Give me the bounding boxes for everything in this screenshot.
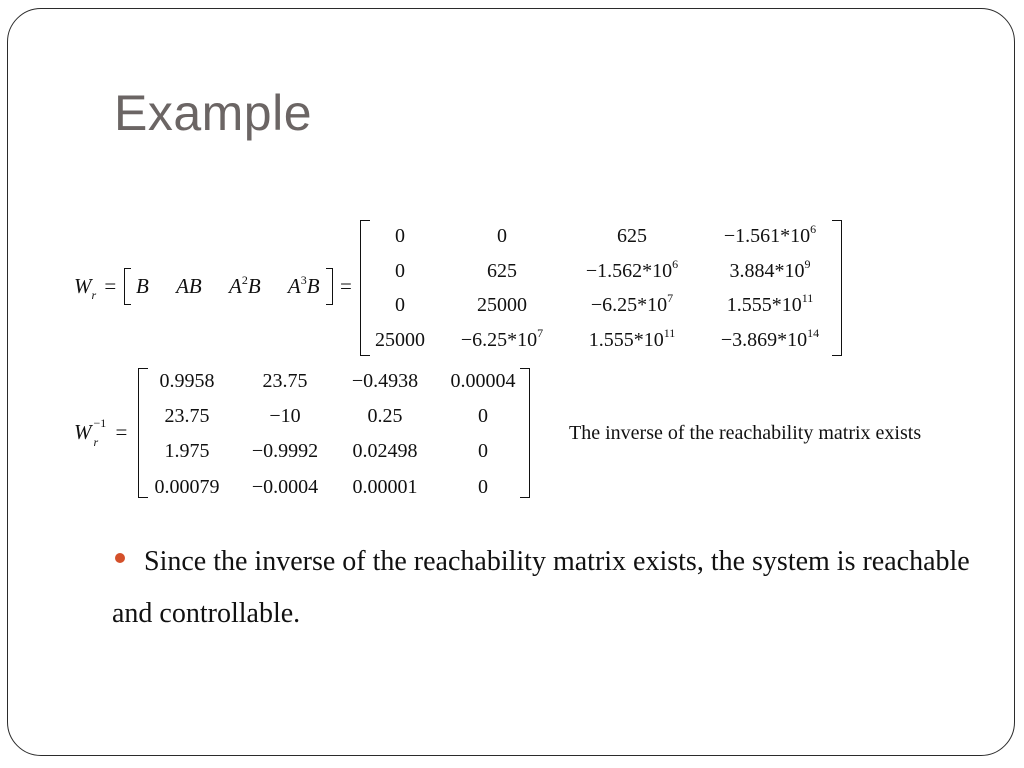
wr-inv-sup: −1: [93, 416, 107, 431]
wr-var: W: [74, 274, 92, 298]
wr-inv-matrix-left-bracket: [138, 368, 148, 498]
wr-matrix-cell: $-6.25*10^7$: [460, 326, 544, 351]
wr-matrix-cell: $-1.562*10^6$: [585, 257, 679, 282]
wr-matrix-cell: 0: [395, 294, 405, 316]
wr-matrix-left-bracket: [360, 220, 370, 356]
wr-term-a2b-a: A: [228, 274, 242, 298]
wr-term-ab: AB: [176, 274, 202, 298]
wr-matrix-cell: $1.555*10^{11}$: [726, 291, 814, 316]
wr-terms: [136, 273, 320, 298]
bullet-text: Since the inverse of the reachability matrix exists, the system is reachable and controllable.: [112, 546, 970, 629]
wr-terms-left-bracket: [124, 268, 131, 305]
wr-inv-matrix-cell: 0.00004: [450, 370, 516, 392]
wr-matrix-cell: 625: [617, 225, 647, 247]
wr-matrix-cell: $-1.561*10^6$: [723, 222, 817, 247]
wr-inv-matrix-cell: 0: [478, 476, 488, 498]
wr-matrix-cell: $1.555*10^{11}$: [588, 326, 676, 351]
wr-inv-matrix-cell: 23.75: [262, 370, 308, 392]
wr-term-a3b-a: A: [287, 274, 301, 298]
wr-inv-matrix-cell: 0.25: [367, 405, 403, 427]
wr-inv-matrix-cell: 0.00001: [352, 476, 418, 498]
wr-inv-matrix-cell: −0.0004: [251, 476, 319, 498]
wr-matrix-cell: 0: [395, 225, 405, 247]
wr-equation: $W_r$ =: [74, 274, 117, 302]
wr-inv-matrix-cell: −0.4938: [351, 370, 419, 392]
wr-inv-var: W: [74, 420, 92, 444]
wr-matrix-cell: 625: [487, 260, 517, 282]
wr-term-a2b-b: B: [247, 274, 261, 298]
wr-matrix-cell: $-6.25*10^7$: [590, 291, 674, 316]
wr-matrix-right-bracket: [832, 220, 842, 356]
wr-inv-matrix-cell: 0.9958: [159, 370, 215, 392]
wr-term-a2b-exp: 2: [241, 273, 248, 287]
wr-inv-equation: W −1 r =: [74, 416, 128, 450]
wr-inv-matrix-cell: 23.75: [164, 405, 210, 427]
wr-inv-matrix-right-bracket: [520, 368, 530, 498]
wr-matrix-cell: 0: [395, 260, 405, 282]
reachability-note: The inverse of the reachability matrix exists: [569, 422, 922, 444]
wr-inv-matrix-cell: 0: [478, 440, 488, 462]
wr-terms-right-bracket: [326, 268, 333, 305]
wr-inv-matrix-cell: 0: [478, 405, 488, 427]
wr-inv-matrix-cell: −0.9992: [251, 440, 319, 462]
wr-term-a3b-b: B: [306, 274, 320, 298]
wr-term-b: B: [136, 274, 149, 298]
wr-inv-matrix-cell: 0.02498: [352, 440, 418, 462]
wr-matrix-cell: 0: [497, 225, 507, 247]
wr-matrix-cell: $-3.869*10^{14}$: [720, 326, 820, 351]
wr-inv-matrix-cell: 0.00079: [154, 476, 220, 498]
wr-sub: r: [91, 288, 97, 302]
wr-inv-sub: r: [93, 435, 99, 450]
wr-matrix-cell: $3.884*10^9$: [729, 257, 811, 282]
wr-equals: =: [340, 274, 352, 298]
wr-inv-matrix-cell: −10: [269, 405, 301, 427]
wr-matrix-cell: 25000: [477, 294, 527, 316]
wr-term-a3b-exp: 3: [300, 273, 307, 287]
slide-title: Example: [114, 85, 313, 141]
wr-matrix-cell: 25000: [375, 329, 425, 351]
wr-inv-matrix-cell: 1.975: [164, 440, 210, 462]
